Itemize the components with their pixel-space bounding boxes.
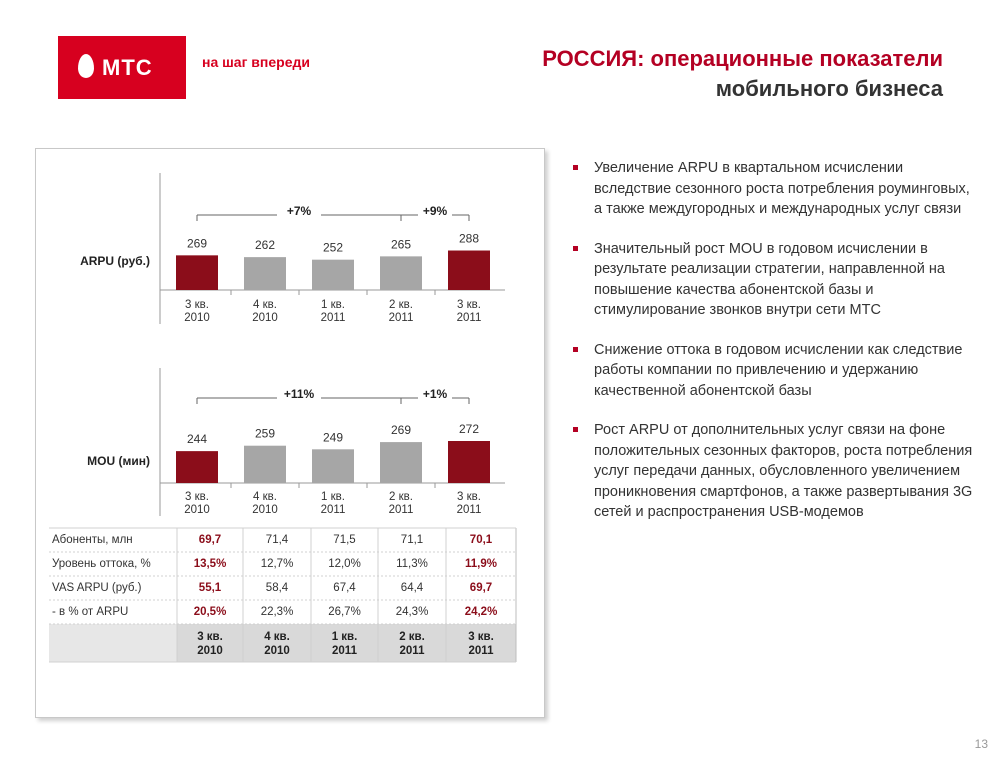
bullet-marker (573, 246, 578, 251)
mou-value-label: 272 (458, 422, 480, 436)
mou-category-label: 1 кв. (321, 491, 345, 503)
arpu-category-label: 1 кв. (321, 299, 345, 311)
mou-bar (244, 446, 286, 483)
mou-category-label: 4 кв. (253, 491, 277, 503)
mou-bar (448, 441, 490, 483)
mou-growth-label: +1% (422, 387, 448, 402)
mou-category-label: 3 кв. (457, 491, 481, 503)
bullet-item (573, 420, 973, 523)
table-row-label: - в % от ARPU (52, 606, 129, 618)
arpu-chart-title: ARPU (руб.) (80, 254, 150, 268)
arpu-category-label: 2010 (252, 312, 278, 324)
table-cell: 20,5% (193, 606, 227, 618)
table-cell: 69,7 (198, 534, 222, 546)
table-header-corner (49, 624, 177, 662)
arpu-category-label: 2011 (388, 312, 414, 324)
slogan: на шаг впереди (202, 54, 310, 70)
logo-text: МТС (102, 55, 153, 80)
arpu-category-label: 2011 (456, 312, 482, 324)
table-column-header: 3 кв. (197, 631, 223, 643)
table-cell: 70,1 (469, 534, 493, 546)
mou-value-label: 244 (186, 432, 208, 447)
mou-value-label: 249 (322, 430, 344, 445)
table-cell: 71,5 (333, 534, 356, 546)
bullet-text: Значительный рост MOU в годовом исчислении в результате реализации стратегии, направленной на повышение качества абонентской базы и стимулирование звонков внутри сети МТС (594, 240, 945, 318)
arpu-category-label: 2010 (184, 312, 210, 324)
mou-bar (380, 442, 422, 483)
table-cell: 24,2% (464, 606, 498, 618)
table-cell: 71,4 (265, 534, 289, 546)
arpu-growth-label: +7% (286, 204, 312, 219)
bullet-text: Увеличение ARPU в квартальном исчислении вследствие сезонного роста потребления роуминговых, а также междугородных и международных услуг связи (594, 160, 970, 217)
mou-value-label: 269 (390, 423, 412, 438)
arpu-value-label: 252 (322, 240, 344, 255)
title-line-2: мобильного бизнеса (715, 76, 943, 101)
arpu-category-label: 2 кв. (389, 299, 413, 311)
bullet-item (573, 239, 973, 321)
table-row-label: Уровень оттока, % (52, 558, 151, 570)
bullet-marker (573, 347, 578, 352)
table-cell: 12,7% (260, 558, 294, 570)
table-cell: 67,4 (333, 582, 356, 594)
bullet-marker (573, 427, 578, 432)
table-column-header: 4 кв. (264, 631, 290, 643)
table-cell: 13,5% (193, 558, 227, 570)
arpu-bar (176, 255, 218, 290)
mou-value-label: 259 (254, 426, 276, 441)
arpu-bar (380, 256, 422, 290)
bullet-text: Снижение оттока в годовом исчислении как следствие работы компании по привлечению и удержанию качественной абонентской базы (594, 341, 963, 399)
bullet-item (573, 340, 973, 402)
arpu-bar (244, 257, 286, 290)
table-cell: 22,3% (260, 606, 294, 618)
page-number: 13 (974, 737, 988, 751)
table-column-header: 1 кв. (331, 631, 358, 643)
mou-bar (312, 449, 354, 483)
table-cell: 24,3% (395, 606, 429, 618)
table-cell: 69,7 (469, 582, 493, 594)
table-cell: 64,4 (400, 582, 424, 594)
table-column-header: 3 кв. (468, 631, 494, 643)
mou-category-label: 2011 (320, 504, 346, 516)
arpu-value-label: 265 (390, 237, 412, 252)
mou-category-label: 2010 (184, 504, 210, 516)
mou-category-label: 2011 (388, 504, 414, 516)
table-cell: 26,7% (328, 606, 361, 618)
mou-category-label: 2011 (456, 504, 482, 516)
arpu-value-label: 262 (254, 238, 276, 253)
mou-category-label: 2010 (252, 504, 278, 516)
arpu-category-label: 2011 (320, 312, 346, 324)
bullet-text: Рост ARPU от дополнительных услуг связи на фоне положительных сезонных факторов, роста потребления услуг передачи данных, обусловленного увеличением проникновения смартфонов, а также развертывания 3G сетей и распространения USB-модемов (594, 422, 973, 520)
table-column-header: 2 кв. (399, 631, 425, 643)
table-cell: 71,1 (400, 534, 424, 546)
mou-bar (176, 451, 218, 483)
table-cell: 11,9% (465, 558, 497, 570)
table-cell: 58,4 (265, 582, 289, 594)
table-column-header: 2010 (264, 645, 290, 657)
arpu-growth-label: +9% (422, 204, 448, 219)
table-cell: 12,0% (328, 558, 361, 570)
mou-category-label: 3 кв. (185, 491, 209, 503)
bullet-item (573, 158, 973, 220)
mou-chart-title: MOU (мин) (87, 454, 150, 468)
bullet-marker (573, 165, 578, 170)
title-line-1: РОССИЯ: операционные показатели (542, 46, 943, 71)
table-column-header: 2011 (332, 645, 357, 657)
table-column-header: 2011 (468, 645, 494, 657)
table-cell: 55,1 (198, 582, 222, 594)
table-column-header: 2011 (399, 645, 425, 657)
mou-growth-label: +11% (283, 387, 315, 402)
bullet-list (573, 158, 973, 542)
table-column-header: 2010 (197, 645, 223, 657)
arpu-value-label: 269 (186, 236, 208, 251)
table-row-label: VAS ARPU (руб.) (52, 582, 142, 594)
arpu-bar (312, 260, 354, 290)
arpu-category-label: 4 кв. (253, 299, 277, 311)
mou-category-label: 2 кв. (389, 491, 413, 503)
arpu-category-label: 3 кв. (457, 299, 481, 311)
table-cell: 11,3% (396, 558, 428, 570)
arpu-value-label: 288 (458, 231, 480, 246)
arpu-category-label: 3 кв. (185, 299, 209, 311)
table-row-label: Абоненты, млн (52, 534, 133, 546)
arpu-bar (448, 251, 490, 290)
